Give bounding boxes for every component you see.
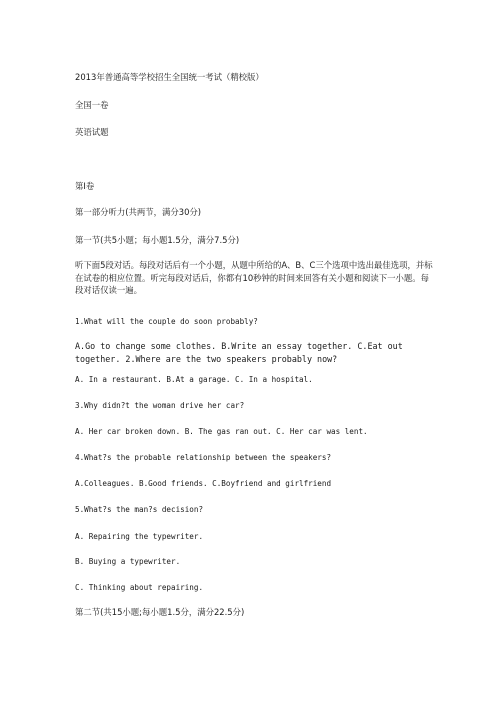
question-4-options: A.Colleagues. B.Good friends. C.Boyfriend and girlfriend <box>75 479 332 488</box>
question-5-option-c: C. Thinking about repairing. <box>75 583 204 592</box>
question-5-option-a: A. Repairing the typewriter. <box>75 532 204 541</box>
instructions-paragraph: 听下面5段对话。每段对话后有一个小题，从题中所给的A、B、C三个选项中选出最佳选项，并标在试卷的相应位置。听完每段对话后，你都有10秒钟的时间来回答有关小题和阅读下一小题。每段对话仅读一遍。 <box>75 260 433 295</box>
question-3-options: A. Her car broken down. B. The gas ran out. C. Her car was lent. <box>75 427 368 436</box>
section2-heading: 第二节(共15小题;每小题1.5分，满分22.5分) <box>75 607 245 617</box>
section1-heading: 第一节(共5小题；每小题1.5分，满分7.5分) <box>75 235 240 245</box>
exam-subject: 英语试题 <box>75 127 109 137</box>
question-1-options-and-question-2: A.Go to change some clothes. B.Write an essay together. C.Eat out together. 2.Where are the two speakers probably now? <box>75 341 403 364</box>
document-title: 2013年普通高等学校招生全国统一考试（精校版） <box>75 72 264 82</box>
part1-heading: 第一部分听力(共两节，满分30分) <box>75 207 202 217</box>
question-4: 4.What?s the probable relationship between the speakers? <box>75 453 332 462</box>
volume-heading: 第Ⅰ卷 <box>75 181 95 191</box>
question-2-options: A. In a restaurant. B.At a garage. C. In a hospital. <box>75 375 313 384</box>
question-5: 5.What?s the man?s decision? <box>75 505 204 514</box>
question-1: 1.What will the couple do soon probably? <box>75 317 258 326</box>
question-5-option-b: B. Buying a typewriter. <box>75 557 181 566</box>
exam-region: 全国一卷 <box>75 100 109 110</box>
question-3: 3.Why didn?t the woman drive her car? <box>75 401 245 410</box>
